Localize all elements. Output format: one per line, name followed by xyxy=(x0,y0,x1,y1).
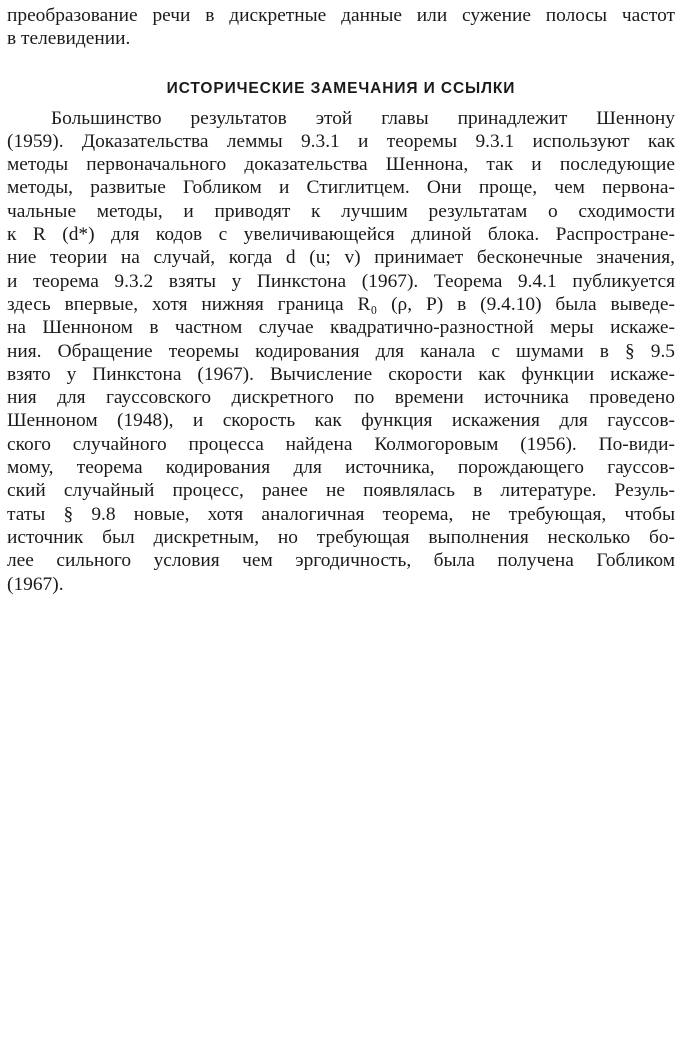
text-line: Большинство результатов этой главы принадлежит Шеннону xyxy=(51,107,675,129)
text-line: в телевидении. xyxy=(7,28,131,50)
text-line: (1967). xyxy=(7,573,64,595)
page xyxy=(7,4,675,596)
text-line: ский случайный процесс, ранее не появлялась в литературе. Резуль- xyxy=(7,480,675,502)
text-line: ского случайного процесса найдена Колмогоровым (1956). По-види- xyxy=(7,433,675,455)
top-paragraph xyxy=(7,4,675,51)
text-line: мому, теорема кодирования для источника, порождающего гауссов- xyxy=(7,457,675,479)
text-line: чальные методы, и приводят к лучшим результатам о сходимости xyxy=(7,200,675,222)
text-line: (1959). Доказательства леммы 9.3.1 и теоремы 9.3.1 используют как xyxy=(7,130,675,152)
text-line: методы первоначального доказательства Шеннона, так и последующие xyxy=(7,154,675,176)
text-line: источник был дискретным, но требующая выполнения несколько бо- xyxy=(7,526,675,548)
text-line: к R (d*) для кодов с увеличивающейся длиной блока. Распростране- xyxy=(7,224,675,246)
text-line: взято у Пинкстона (1967). Вычисление скорости как функции искаже- xyxy=(7,363,675,385)
text-line: Шенноном (1948), и скорость как функция искажения для гауссов- xyxy=(7,410,675,432)
text-line: методы, развитые Гобликом и Стиглитцем. Они проще, чем первона- xyxy=(7,177,675,199)
section-heading: ИСТОРИЧЕСКИЕ ЗАМЕЧАНИЯ И ССЫЛКИ xyxy=(166,79,516,97)
text-line: таты § 9.8 новые, хотя аналогичная теорема, не требующая, чтобы xyxy=(7,503,675,525)
text-line: ние теории на случай, когда d (u; v) принимает бесконечные значения, xyxy=(7,247,675,269)
text-line: здесь впервые, хотя нижняя граница R₀ (ρ, P) в (9.4.10) была выведе- xyxy=(7,293,675,315)
text-line: лее сильного условия чем эргодичность, была получена Гобликом xyxy=(7,550,675,572)
text-line: ния для гауссовского дискретного по времени источника проведено xyxy=(7,387,675,409)
text-line: на Шенноном в частном случае квадратично-разностной меры искаже- xyxy=(7,317,675,339)
text-line: и теорема 9.3.2 взяты у Пинкстона (1967). Теорема 9.4.1 публикуется xyxy=(7,270,675,292)
text-line: ния. Обращение теоремы кодирования для канала с шумами в § 9.5 xyxy=(7,340,675,362)
text-line: преобразование речи в дискретные данные или сужение полосы частот xyxy=(7,5,675,26)
section-paragraph xyxy=(7,107,675,596)
